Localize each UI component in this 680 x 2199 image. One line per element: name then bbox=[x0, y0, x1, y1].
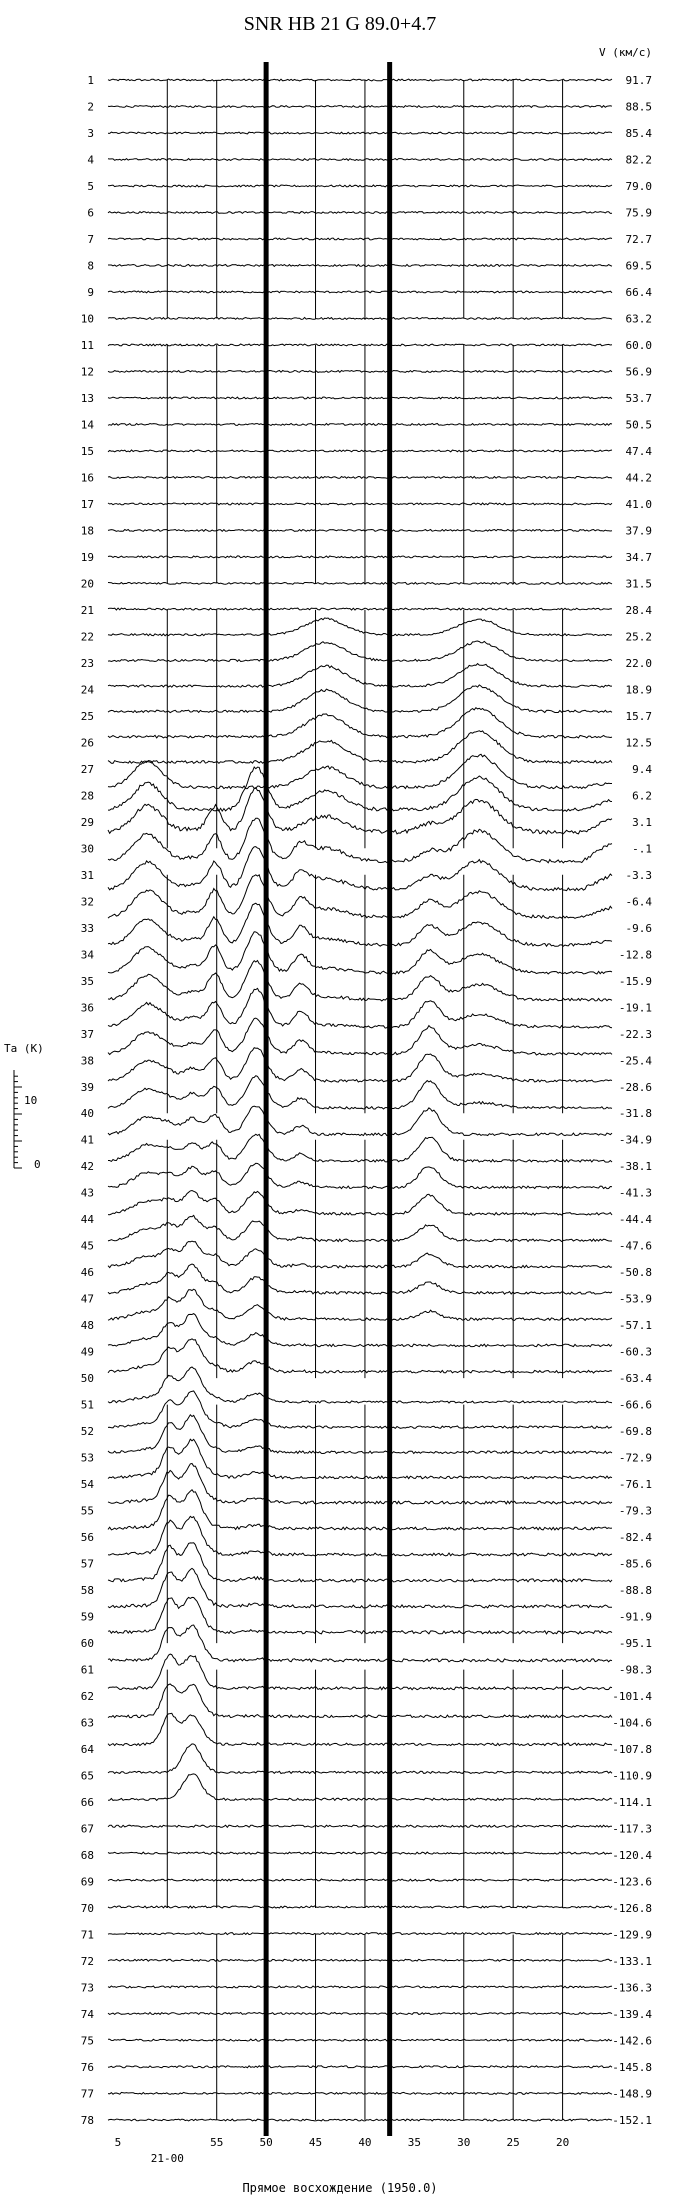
spectrum-trace-2 bbox=[108, 106, 612, 108]
spectrum-trace-54 bbox=[108, 1439, 612, 1479]
velocity-label: 41.0 bbox=[625, 497, 652, 511]
spectrum-trace-77 bbox=[108, 2092, 612, 2094]
velocity-label: -133.1 bbox=[612, 1955, 652, 1969]
spectrum-trace-23 bbox=[108, 641, 612, 662]
velocity-label: 44.2 bbox=[625, 471, 652, 485]
spectrum-trace-29 bbox=[108, 767, 612, 811]
spectrum-trace-74 bbox=[108, 2013, 612, 2015]
spectrum-trace-25 bbox=[108, 685, 612, 713]
spectrum-trace-10 bbox=[108, 318, 612, 320]
x-tick-label: 35 bbox=[407, 2136, 421, 2149]
channel-label: 62 bbox=[80, 1690, 94, 1704]
spectrum-trace-41 bbox=[108, 1106, 612, 1136]
channel-label: 50 bbox=[80, 1372, 94, 1386]
spectrum-trace-42 bbox=[108, 1134, 612, 1162]
channel-label: 46 bbox=[80, 1266, 94, 1280]
velocity-label: 82.2 bbox=[625, 153, 652, 167]
channel-label: 35 bbox=[80, 974, 94, 988]
x-tick-label: 30 bbox=[457, 2136, 471, 2149]
spectrum-trace-18 bbox=[108, 529, 612, 531]
velocity-label: 88.5 bbox=[625, 100, 652, 114]
spectrum-trace-37 bbox=[108, 988, 612, 1028]
velocity-label: -12.8 bbox=[618, 948, 652, 962]
velocity-labels bbox=[612, 74, 652, 2127]
velocity-label: -110.9 bbox=[612, 1769, 652, 1783]
velocity-label: -117.3 bbox=[612, 1822, 652, 1836]
velocity-label: -95.1 bbox=[618, 1637, 652, 1651]
spectrum-trace-7 bbox=[108, 238, 612, 240]
channel-label: 15 bbox=[80, 444, 94, 458]
channel-label: 75 bbox=[80, 2034, 94, 2048]
spectra-traces bbox=[108, 79, 612, 2121]
velocity-label: -76.1 bbox=[618, 1478, 652, 1492]
channel-label: 26 bbox=[80, 736, 94, 750]
velocity-label: -114.1 bbox=[612, 1796, 652, 1810]
spectrum-trace-32 bbox=[108, 847, 612, 891]
channel-label: 5 bbox=[87, 179, 94, 193]
channel-label: 23 bbox=[80, 656, 94, 670]
spectrum-trace-3 bbox=[108, 132, 612, 134]
velocity-label: -98.3 bbox=[618, 1663, 652, 1677]
spectrum-trace-51 bbox=[108, 1367, 612, 1403]
velocity-label: -31.8 bbox=[618, 1107, 652, 1121]
spectrum-trace-78 bbox=[108, 2119, 612, 2121]
channel-label: 25 bbox=[80, 709, 94, 723]
spectrum-trace-13 bbox=[108, 397, 612, 399]
velocity-label: -79.3 bbox=[618, 1504, 652, 1518]
velocity-label: 15.7 bbox=[625, 709, 652, 723]
channel-label: 37 bbox=[80, 1027, 94, 1041]
velocity-label: 3.1 bbox=[632, 815, 652, 829]
channel-label: 74 bbox=[80, 2008, 94, 2022]
velocity-label: -3.3 bbox=[625, 868, 652, 882]
channel-label: 77 bbox=[80, 2087, 94, 2101]
velocity-label: 18.9 bbox=[625, 683, 652, 697]
velocity-label: -69.8 bbox=[618, 1425, 652, 1439]
velocity-label: 72.7 bbox=[625, 232, 652, 246]
channel-label: 7 bbox=[87, 232, 94, 246]
channel-label: 56 bbox=[80, 1531, 94, 1545]
ta-scale-tick-10: 10 bbox=[24, 1094, 38, 1107]
channel-label: 43 bbox=[80, 1186, 94, 1200]
spectrum-trace-65 bbox=[108, 1744, 612, 1774]
velocity-label: -126.8 bbox=[612, 1902, 652, 1916]
channel-label: 28 bbox=[80, 789, 94, 803]
spectrum-trace-19 bbox=[108, 556, 612, 558]
velocity-label: -72.9 bbox=[618, 1451, 652, 1465]
channel-label: 32 bbox=[80, 895, 94, 909]
channel-label: 69 bbox=[80, 1875, 94, 1889]
spectrum-trace-69 bbox=[108, 1879, 612, 1881]
velocity-label: -107.8 bbox=[612, 1743, 652, 1757]
velocity-label: -38.1 bbox=[618, 1160, 652, 1174]
velocity-label: 91.7 bbox=[625, 74, 652, 87]
channel-label: 41 bbox=[80, 1133, 94, 1147]
velocity-label: -44.4 bbox=[618, 1213, 652, 1227]
x-axis-label: Прямое восхождение (1950.0) bbox=[242, 2181, 438, 2195]
channel-label: 55 bbox=[80, 1504, 94, 1518]
spectrum-trace-31 bbox=[108, 818, 612, 863]
velocity-label: -82.4 bbox=[618, 1531, 652, 1545]
channel-label: 70 bbox=[80, 1902, 94, 1916]
spectrum-trace-9 bbox=[108, 291, 612, 293]
channel-label: 30 bbox=[80, 842, 94, 856]
spectrum-trace-57 bbox=[108, 1516, 612, 1556]
channel-label: 66 bbox=[80, 1796, 94, 1810]
spectrum-trace-14 bbox=[108, 424, 612, 426]
channel-label: 57 bbox=[80, 1557, 94, 1571]
spectrum-trace-27 bbox=[108, 731, 612, 764]
channel-label: 63 bbox=[80, 1716, 94, 1730]
x-tick-label: 40 bbox=[358, 2136, 372, 2149]
velocity-label: 37.9 bbox=[625, 524, 652, 538]
velocity-label: 63.2 bbox=[625, 312, 652, 326]
velocity-label: -129.9 bbox=[612, 1928, 652, 1942]
major-time-lines bbox=[266, 62, 390, 2136]
spectrum-trace-44 bbox=[108, 1191, 612, 1216]
channel-label: 16 bbox=[80, 471, 94, 485]
x-tick-label: 50 bbox=[259, 2136, 273, 2149]
velocity-label: 6.2 bbox=[632, 789, 652, 803]
velocity-label: -57.1 bbox=[618, 1319, 652, 1333]
velocity-label: -19.1 bbox=[618, 1001, 652, 1015]
channel-label: 13 bbox=[80, 391, 94, 405]
velocity-label: 22.0 bbox=[625, 656, 652, 670]
spectrum-trace-56 bbox=[108, 1490, 612, 1530]
velocity-label: -88.8 bbox=[618, 1584, 652, 1598]
channel-label: 76 bbox=[80, 2061, 94, 2075]
ta-scale-bar bbox=[4, 1042, 44, 1171]
spectrum-trace-5 bbox=[108, 185, 612, 187]
velocity-label: -.1 bbox=[632, 842, 652, 856]
velocity-label: 25.2 bbox=[625, 630, 652, 644]
channel-label: 20 bbox=[80, 577, 94, 591]
channel-label: 19 bbox=[80, 550, 94, 564]
spectrum-trace-47 bbox=[108, 1264, 612, 1294]
channel-label: 53 bbox=[80, 1451, 94, 1465]
velocity-label: 12.5 bbox=[625, 736, 652, 750]
velocity-label: -63.4 bbox=[618, 1372, 652, 1386]
channel-label: 47 bbox=[80, 1292, 94, 1306]
velocity-label: -6.4 bbox=[625, 895, 652, 909]
spectrum-trace-36 bbox=[108, 961, 612, 1002]
velocity-label: 53.7 bbox=[625, 391, 652, 405]
channel-label: 39 bbox=[80, 1080, 94, 1094]
velocity-label: -22.3 bbox=[618, 1027, 652, 1041]
channel-label: 33 bbox=[80, 921, 94, 935]
ta-scale-tick-0: 0 bbox=[34, 1158, 41, 1171]
channel-label: 72 bbox=[80, 1955, 94, 1969]
spectrum-trace-6 bbox=[108, 212, 612, 214]
x-tick-label: 55 bbox=[210, 2136, 224, 2149]
chart-title: SNR HB 21 G 89.0+4.7 bbox=[243, 13, 437, 35]
spectrum-trace-43 bbox=[108, 1163, 612, 1188]
velocity-label: -60.3 bbox=[618, 1345, 652, 1359]
velocity-label: -145.8 bbox=[612, 2061, 652, 2075]
channel-label: 10 bbox=[80, 312, 94, 326]
velocity-label: 66.4 bbox=[625, 285, 652, 299]
channel-label: 73 bbox=[80, 1981, 94, 1995]
velocity-label: 28.4 bbox=[625, 603, 652, 617]
spectrum-trace-34 bbox=[108, 903, 612, 946]
velocity-label: -142.6 bbox=[612, 2034, 652, 2048]
channel-label: 65 bbox=[80, 1769, 94, 1783]
spectrum-trace-61 bbox=[108, 1625, 612, 1662]
channel-label: 64 bbox=[80, 1743, 94, 1757]
channel-label: 58 bbox=[80, 1584, 94, 1598]
spectrum-trace-35 bbox=[108, 932, 612, 974]
velocity-label: 56.9 bbox=[625, 365, 652, 379]
spectrum-trace-45 bbox=[108, 1215, 612, 1241]
spectrum-trace-33 bbox=[108, 875, 612, 919]
spectrum-trace-59 bbox=[108, 1568, 612, 1608]
x-tick-label: 20 bbox=[555, 2136, 570, 2149]
spectrum-trace-24 bbox=[108, 664, 612, 688]
channel-label: 24 bbox=[80, 683, 94, 697]
channel-label: 34 bbox=[80, 948, 94, 962]
channel-label: 36 bbox=[80, 1001, 94, 1015]
spectrum-trace-64 bbox=[108, 1713, 612, 1745]
channel-label: 78 bbox=[80, 2114, 94, 2127]
velocity-label: -101.4 bbox=[612, 1690, 652, 1704]
velocity-label: -53.9 bbox=[618, 1292, 652, 1306]
velocity-label: -120.4 bbox=[612, 1849, 652, 1863]
channel-label: 51 bbox=[80, 1398, 94, 1412]
velocity-label: -136.3 bbox=[612, 1981, 652, 1995]
channel-label: 1 bbox=[87, 74, 94, 87]
spectrum-trace-8 bbox=[108, 265, 612, 267]
velocity-axis-label: V (км/с) bbox=[599, 46, 652, 59]
channel-label: 8 bbox=[87, 259, 94, 273]
channel-label: 49 bbox=[80, 1345, 94, 1359]
velocity-label: -47.6 bbox=[618, 1239, 652, 1253]
spectrum-trace-17 bbox=[108, 503, 612, 505]
velocity-label: -148.9 bbox=[612, 2087, 652, 2101]
x-tick-labels bbox=[115, 2136, 570, 2165]
spectrum-trace-22 bbox=[108, 618, 612, 636]
spectrum-trace-67 bbox=[108, 1825, 612, 1827]
velocity-label: -152.1 bbox=[612, 2114, 652, 2127]
channel-label: 27 bbox=[80, 762, 94, 776]
velocity-label: -28.6 bbox=[618, 1080, 652, 1094]
channel-label: 22 bbox=[80, 630, 94, 644]
channel-label: 61 bbox=[80, 1663, 94, 1677]
x-tick-label: 25 bbox=[506, 2136, 520, 2149]
channel-label: 59 bbox=[80, 1610, 94, 1624]
channel-label: 11 bbox=[80, 338, 94, 352]
spectrum-trace-20 bbox=[108, 582, 612, 584]
channel-label: 44 bbox=[80, 1213, 94, 1227]
spectrum-trace-60 bbox=[108, 1597, 612, 1634]
spectrum-trace-46 bbox=[108, 1241, 612, 1268]
spectrum-trace-68 bbox=[108, 1852, 612, 1854]
spectrum-trace-21 bbox=[108, 608, 612, 610]
spectrum-trace-66 bbox=[108, 1774, 612, 1801]
x-tick-label: 21-00 bbox=[150, 2152, 184, 2165]
channel-label: 40 bbox=[80, 1107, 94, 1121]
spectrum-trace-58 bbox=[108, 1543, 612, 1582]
spectrum-trace-76 bbox=[108, 2066, 612, 2068]
spectrum-trace-53 bbox=[108, 1415, 612, 1454]
velocity-label: 31.5 bbox=[625, 577, 652, 591]
channel-label: 60 bbox=[80, 1637, 94, 1651]
channel-label: 68 bbox=[80, 1849, 94, 1863]
channel-label: 31 bbox=[80, 868, 94, 882]
channel-label: 12 bbox=[80, 365, 94, 379]
channel-label: 21 bbox=[80, 603, 94, 617]
channel-label: 54 bbox=[80, 1478, 94, 1492]
ta-scale-label: Ta (K) bbox=[4, 1042, 44, 1055]
velocity-label: 9.4 bbox=[632, 762, 652, 776]
velocity-label: -139.4 bbox=[612, 2008, 652, 2022]
spectrum-trace-1 bbox=[108, 79, 612, 81]
spectrum-trace-52 bbox=[108, 1391, 612, 1428]
channel-label: 45 bbox=[80, 1239, 94, 1253]
velocity-label: -34.9 bbox=[618, 1133, 652, 1147]
velocity-label: -66.6 bbox=[618, 1398, 652, 1412]
spectrum-trace-15 bbox=[108, 450, 612, 452]
channel-label: 29 bbox=[80, 815, 94, 829]
spectrum-trace-16 bbox=[108, 477, 612, 479]
velocity-label: 75.9 bbox=[625, 206, 652, 220]
channel-label: 6 bbox=[87, 206, 94, 220]
velocity-label: -85.6 bbox=[618, 1557, 652, 1571]
channel-label: 14 bbox=[80, 418, 94, 432]
channel-label: 2 bbox=[87, 100, 94, 114]
channel-label: 42 bbox=[80, 1160, 94, 1174]
channel-label: 9 bbox=[87, 285, 94, 299]
channel-label: 17 bbox=[80, 497, 94, 511]
spectrum-trace-75 bbox=[108, 2039, 612, 2041]
channel-label: 71 bbox=[80, 1928, 94, 1942]
spectrum-trace-73 bbox=[108, 1986, 612, 1988]
velocity-label: 34.7 bbox=[625, 550, 652, 564]
spectrum-trace-72 bbox=[108, 1959, 612, 1961]
velocity-label: -9.6 bbox=[625, 921, 652, 935]
velocity-label: 47.4 bbox=[625, 444, 652, 458]
velocity-label: 79.0 bbox=[625, 179, 652, 193]
velocity-label: 85.4 bbox=[625, 126, 652, 140]
velocity-label: -41.3 bbox=[618, 1186, 652, 1200]
velocity-label: -104.6 bbox=[612, 1716, 652, 1730]
channel-label: 4 bbox=[87, 153, 94, 167]
spectrum-trace-71 bbox=[108, 1933, 612, 1935]
time-marker-lines bbox=[167, 80, 562, 2120]
spectrum-trace-55 bbox=[108, 1464, 612, 1505]
velocity-label: 50.5 bbox=[625, 418, 652, 432]
velocity-label: -25.4 bbox=[618, 1054, 652, 1068]
velocity-label: 60.0 bbox=[625, 338, 652, 352]
channel-label: 18 bbox=[80, 524, 94, 538]
x-tick-label: 45 bbox=[308, 2136, 323, 2149]
velocity-label: -15.9 bbox=[618, 974, 652, 988]
ta-scale-ticks bbox=[14, 1076, 22, 1168]
channel-label: 48 bbox=[80, 1319, 94, 1333]
spectrum-trace-12 bbox=[108, 371, 612, 373]
x-tick-label: 5 bbox=[114, 2136, 122, 2149]
channel-number-labels bbox=[81, 74, 95, 2127]
spectrum-trace-38 bbox=[108, 1018, 612, 1055]
spectrum-trace-30 bbox=[108, 788, 612, 834]
spectrum-trace-28 bbox=[108, 754, 612, 788]
velocity-label: -91.9 bbox=[618, 1610, 652, 1624]
velocity-label: -123.6 bbox=[612, 1875, 652, 1889]
channel-label: 52 bbox=[80, 1425, 94, 1439]
spectrum-trace-11 bbox=[108, 344, 612, 346]
channel-label: 67 bbox=[80, 1822, 94, 1836]
channel-label: 38 bbox=[80, 1054, 94, 1068]
spectrum-trace-4 bbox=[108, 159, 612, 161]
spectrum-trace-70 bbox=[108, 1906, 612, 1908]
channel-label: 3 bbox=[87, 126, 94, 140]
velocity-label: -50.8 bbox=[618, 1266, 652, 1280]
velocity-label: 69.5 bbox=[625, 259, 652, 273]
